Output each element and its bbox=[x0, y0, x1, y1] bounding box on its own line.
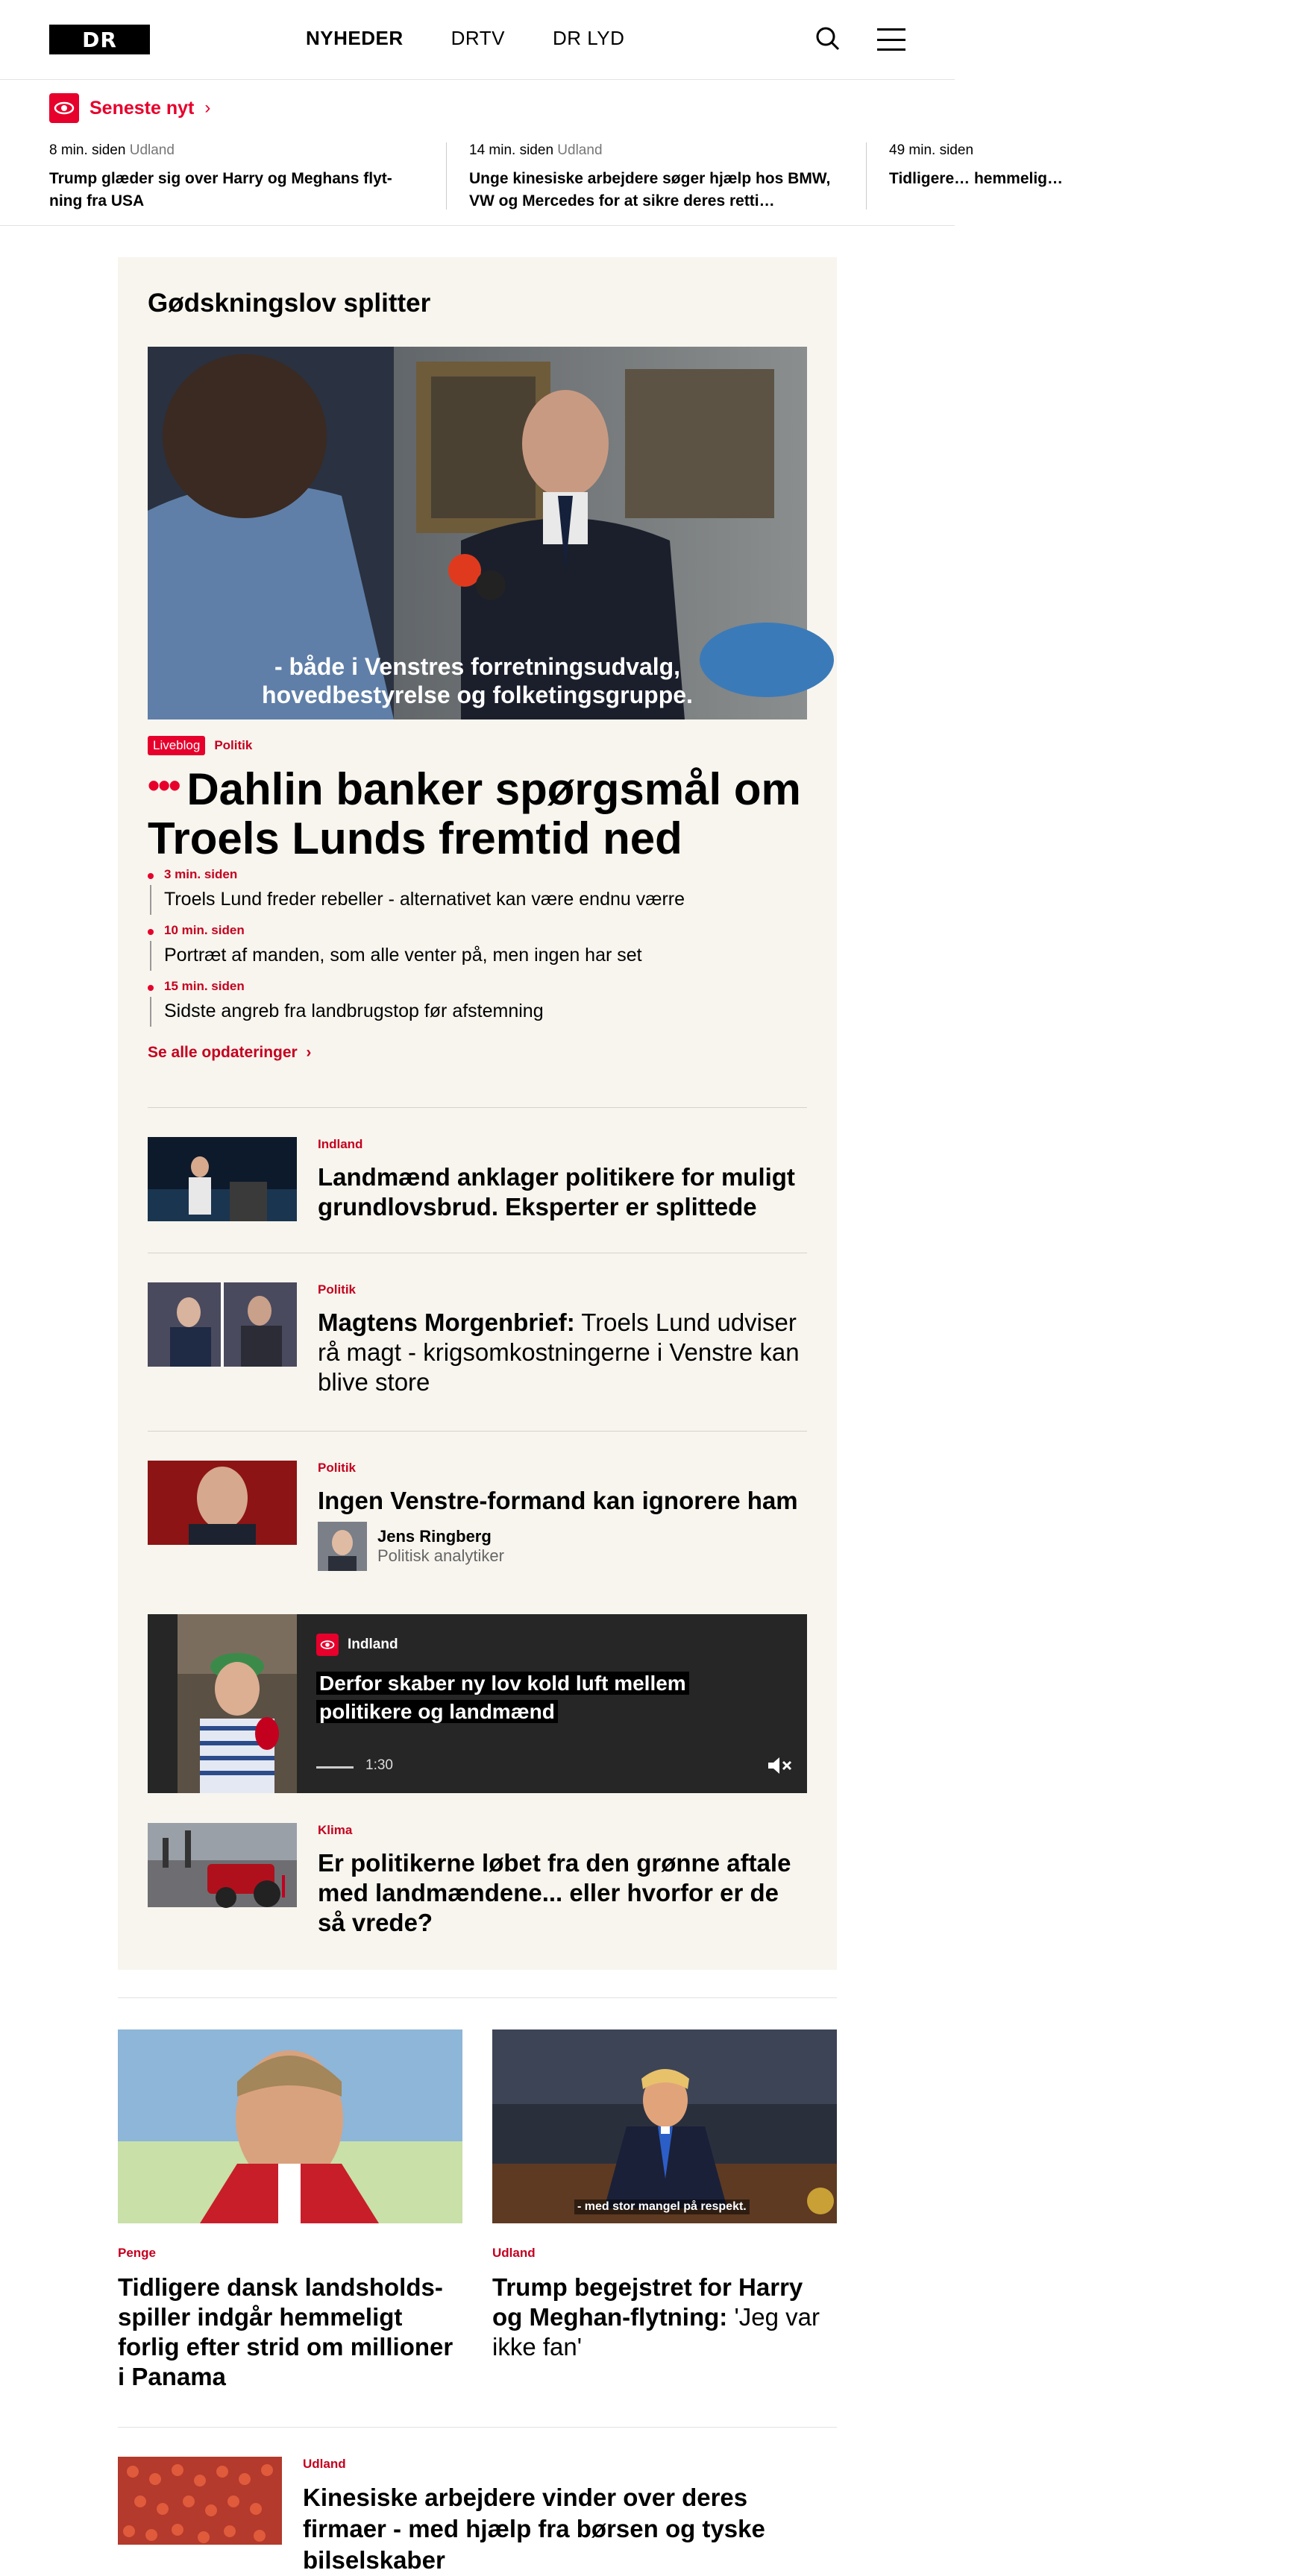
latest-news-meta: 14 min. siden Udland bbox=[469, 142, 603, 158]
article-title: Ingen Venstre-formand kan ignorere ham bbox=[318, 1487, 798, 1514]
section-title[interactable]: Gødskningslov splitter bbox=[148, 289, 431, 318]
menu-icon[interactable] bbox=[877, 28, 905, 51]
search-icon[interactable] bbox=[814, 25, 841, 52]
card-image bbox=[492, 2029, 837, 2223]
article-thumbnail bbox=[118, 2457, 282, 2545]
latest-news-text: Tidligere… hemmelig… bbox=[889, 170, 1063, 187]
chevron-right-icon: › bbox=[204, 98, 211, 118]
latest-news-item[interactable] bbox=[49, 142, 447, 210]
divider bbox=[148, 1107, 807, 1108]
article-category: Politik bbox=[318, 1461, 357, 1475]
logo-text: DR bbox=[82, 27, 117, 52]
news-card[interactable] bbox=[492, 2029, 837, 2362]
update-time: 10 min. siden bbox=[164, 923, 245, 937]
card-image-caption: - med stor mangel på respekt. bbox=[574, 2199, 750, 2214]
article-teaser[interactable] bbox=[148, 1823, 807, 1938]
lead-headline[interactable]: ••• Dahlin banker spørgsmål om Troels Lunds fremtid ned bbox=[148, 764, 801, 863]
card-title: Tidligere dansk landsholds-spiller indgår hemmeligt forlig efter strid om millioner i Panama bbox=[118, 2273, 453, 2390]
article-category: Politik bbox=[318, 1282, 357, 1297]
update-time: 3 min. siden bbox=[164, 867, 238, 881]
latest-news-title: Seneste nyt bbox=[90, 97, 195, 119]
article-tags bbox=[148, 736, 252, 755]
article-title: Landmænd anklager politikere for muligt grundlovsbrud. Eksperter er splittede bbox=[318, 1163, 795, 1221]
avatar bbox=[318, 1522, 367, 1571]
liveblog-update[interactable] bbox=[148, 923, 807, 967]
article-thumbnail bbox=[148, 1461, 297, 1545]
divider bbox=[118, 1997, 837, 1998]
article-title: Kinesiske arbejdere vinder over deres firmaer - med hjælp fra børsen og tyske bilselskaber bbox=[303, 2484, 765, 2574]
article-title: Magtens Morgenbrief: Troels Lund udviser rå magt - krigsomkostningerne i Venstre kan blive store bbox=[318, 1309, 800, 1396]
video-title: Derfor skaber ny lov kold luft mellem politikere og landmænd bbox=[316, 1669, 734, 1726]
latest-news-header[interactable] bbox=[49, 93, 210, 123]
article-category: Klima bbox=[318, 1823, 353, 1837]
latest-news-meta: 49 min. siden bbox=[889, 142, 974, 158]
video-player[interactable] bbox=[148, 1614, 807, 1793]
update-text: Portræt af manden, som alle venter på, men ingen har set bbox=[164, 945, 642, 966]
video-category: Indland bbox=[316, 1634, 398, 1656]
card-title: Trump begejstret for Harry og Meghan-flytning: 'Jeg var ikke fan' bbox=[492, 2273, 820, 2361]
article-teaser[interactable] bbox=[148, 1461, 807, 1571]
dr-eye-icon bbox=[49, 93, 79, 123]
latest-news-strip bbox=[0, 80, 1063, 226]
hero-video-image[interactable] bbox=[148, 347, 807, 719]
card-category: Udland bbox=[492, 2246, 536, 2260]
divider bbox=[148, 1431, 807, 1432]
see-all-updates-link[interactable]: Se alle opdateringer › bbox=[148, 1044, 312, 1061]
news-card[interactable] bbox=[118, 2029, 462, 2392]
category-label: Politik bbox=[214, 738, 253, 752]
liveblog-update[interactable] bbox=[148, 867, 807, 911]
card-category: Penge bbox=[118, 2246, 157, 2260]
mute-icon[interactable] bbox=[767, 1756, 792, 1775]
nav-dr-lyd[interactable]: DR LYD bbox=[552, 27, 625, 49]
author-role: Politisk analytiker bbox=[377, 1546, 504, 1565]
live-dots-icon: ••• bbox=[148, 766, 180, 804]
video-duration: 1:30 bbox=[365, 1757, 393, 1773]
video-thumbnail bbox=[178, 1614, 297, 1793]
latest-news-list bbox=[49, 142, 1309, 210]
article-thumbnail bbox=[148, 1823, 297, 1907]
dr-eye-icon bbox=[316, 1634, 339, 1656]
article-teaser[interactable] bbox=[118, 2457, 837, 2576]
theme-section bbox=[118, 257, 837, 1970]
article-thumbnail bbox=[148, 1137, 297, 1221]
article-category: Indland bbox=[318, 1137, 363, 1151]
nav-nyheder[interactable]: NYHEDER bbox=[306, 27, 404, 49]
author-name: Jens Ringberg bbox=[377, 1527, 492, 1546]
update-time: 15 min. siden bbox=[164, 979, 245, 993]
card-image bbox=[118, 2029, 462, 2223]
site-header bbox=[0, 0, 955, 80]
liveblog-updates bbox=[148, 867, 807, 1035]
liveblog-update[interactable] bbox=[148, 979, 807, 1023]
liveblog-badge: Liveblog bbox=[148, 736, 205, 755]
article-category: Udland bbox=[303, 2457, 346, 2471]
hero-subtitle-line-2: hovedbestyrelse og folketingsgruppe. bbox=[262, 681, 693, 708]
divider bbox=[118, 2427, 837, 2428]
update-text: Troels Lund freder rebeller - alternativet kan være endnu værre bbox=[164, 889, 685, 910]
hero-subtitle-line-1: - både i Venstres forretningsudvalg, bbox=[274, 653, 681, 680]
latest-news-item[interactable] bbox=[469, 142, 867, 210]
nav-drtv[interactable]: DRTV bbox=[451, 27, 505, 49]
article-thumbnail bbox=[148, 1282, 297, 1367]
video-progress-bar[interactable] bbox=[316, 1766, 354, 1769]
latest-news-meta: 8 min. siden Udland bbox=[49, 142, 175, 158]
dr-logo[interactable] bbox=[49, 25, 150, 54]
latest-news-text: Unge kinesiske arbejdere søger hjælp hos BMW, VW og Mercedes for at sikre deres retti… bbox=[469, 170, 831, 210]
chevron-right-icon: › bbox=[301, 1044, 312, 1061]
main-nav bbox=[306, 27, 624, 50]
article-title: Er politikerne løbet fra den grønne aftale med landmændene... eller hvorfor er de så vrede? bbox=[318, 1849, 791, 1936]
latest-news-text: Trump glæder sig over Harry og Meghans flyt-ning fra USA bbox=[49, 170, 392, 210]
author-byline bbox=[318, 1522, 798, 1571]
article-teaser[interactable] bbox=[148, 1137, 807, 1222]
article-teaser[interactable] bbox=[148, 1282, 807, 1397]
latest-news-item[interactable] bbox=[889, 142, 1287, 210]
update-text: Sidste angreb fra landbrugstop før afstemning bbox=[164, 1001, 544, 1021]
